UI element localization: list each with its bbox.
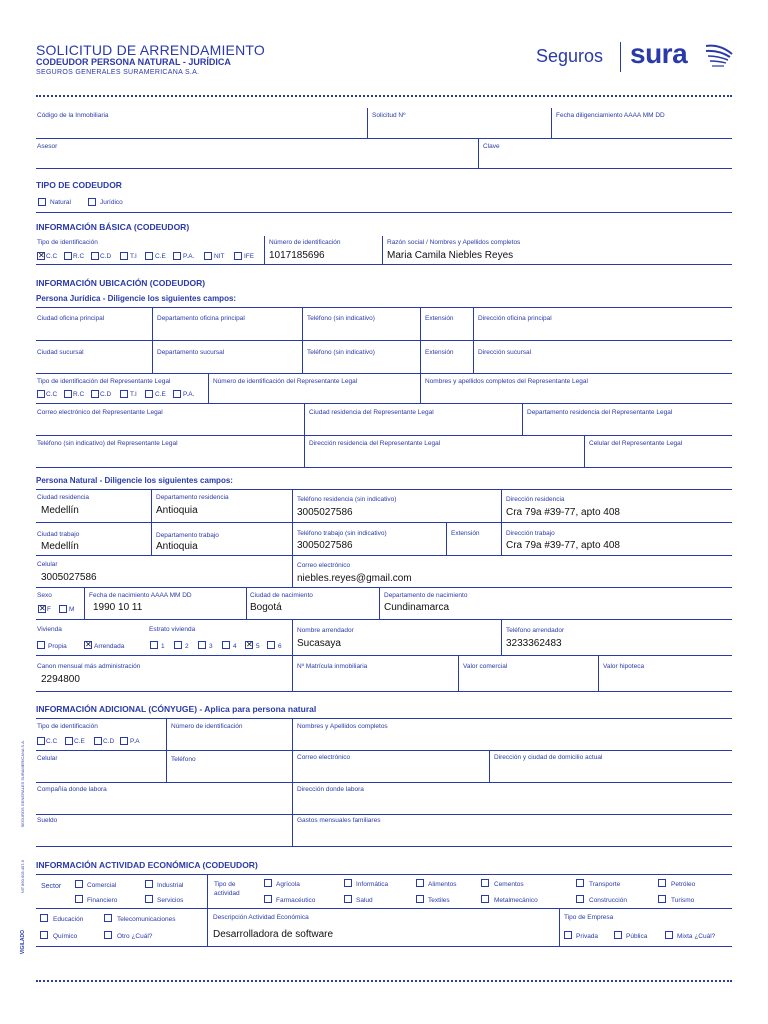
cel-rep-label: Celular del Representante Legal — [589, 440, 683, 447]
comercial-label: Comercial — [87, 882, 117, 889]
tel-arrendador-value[interactable]: 3233362483 — [506, 638, 562, 649]
propia-label: Propia — [48, 643, 67, 650]
rep-rc-checkbox[interactable] — [64, 390, 72, 398]
pa-label: P.A. — [183, 253, 195, 260]
ciudad-trab-label: Ciudad trabajo — [37, 531, 80, 538]
tipo-id-label: Tipo de identificación — [37, 239, 98, 246]
tel-sucursal-label: Teléfono (sin indicativo) — [307, 349, 375, 356]
estrato-label: Estrato vivienda — [149, 626, 196, 633]
depto-rep-label: Departamento residencia del Representante Legal — [527, 409, 673, 416]
estrato-3-checkbox[interactable] — [198, 641, 206, 649]
arrendada-label: Arrendada — [94, 643, 125, 650]
estrato-5-label: 5 — [256, 643, 260, 650]
top-dotted-divider — [36, 95, 732, 97]
logo-divider — [620, 42, 621, 72]
juridico-checkbox[interactable] — [88, 198, 96, 206]
publica-label: Pública — [626, 933, 648, 940]
alimentos-label: Alimentos — [428, 881, 457, 888]
celular-value[interactable]: 3005027586 — [41, 572, 97, 583]
estrato-5-checkbox[interactable] — [245, 641, 253, 649]
descripcion-value[interactable]: Desarrolladora de software — [213, 929, 334, 940]
sexo-label: Sexo — [37, 592, 52, 599]
metalmecanico-label: Metalmecánico — [494, 897, 538, 904]
tipo-id-rep-label: Tipo de identificación del Representante Legal — [37, 378, 171, 385]
depto-nac-label: Departamento de nacimiento — [384, 592, 468, 599]
side-vigilado-text: VIGILADO — [20, 930, 26, 955]
quimico-label: Químico — [53, 933, 78, 940]
educacion-checkbox[interactable] — [40, 914, 48, 922]
arrendada-checkbox[interactable] — [84, 641, 92, 649]
depto-res-label: Departamento residencia — [156, 494, 229, 501]
conyuge-nombres-label: Nombres y Apellidos completos — [297, 723, 388, 730]
comercial-checkbox[interactable] — [75, 880, 83, 888]
depto-res-value[interactable]: Antioquia — [156, 505, 198, 516]
fecha-diligenciamiento-label: Fecha diligenciamiento AAAA MM DD — [556, 112, 665, 119]
petroleo-label: Petróleo — [671, 881, 696, 888]
nit-checkbox[interactable] — [204, 252, 212, 260]
ubicacion-title: INFORMACIÓN UBICACIÓN (CODEUDOR) — [36, 278, 206, 288]
propia-checkbox[interactable] — [37, 641, 45, 649]
cc-label: C.C — [46, 253, 58, 260]
conyuge-pa-checkbox[interactable] — [120, 737, 128, 745]
ext-oficina-label: Extensión — [425, 315, 454, 322]
conyuge-ce-label: C.E — [74, 738, 85, 745]
construccion-checkbox[interactable] — [576, 895, 584, 903]
nombres-rep-label: Nombres y apellidos completos del Representante Legal — [425, 378, 588, 385]
conyuge-dir-labora-label: Dirección donde labora — [297, 786, 364, 793]
ce-label: C.E — [155, 253, 166, 260]
farmaceutico-label: Farmacéutico — [276, 897, 316, 904]
telecom-label: Telecomunicaciones — [117, 916, 176, 923]
dir-sucursal-label: Dirección sucursal — [478, 349, 532, 356]
ciudad-sucursal-label: Ciudad sucursal — [37, 349, 84, 356]
tipo-codeudor-title: TIPO DE CODEUDOR — [36, 180, 122, 190]
ciudad-rep-label: Ciudad residencia del Representante Legal — [309, 409, 434, 416]
transporte-label: Transporte — [589, 881, 621, 888]
ciudad-nac-label: Ciudad de nacimiento — [250, 592, 313, 599]
privada-label: Privada — [576, 933, 599, 940]
construccion-label: Construcción — [589, 897, 627, 904]
pa-checkbox[interactable] — [173, 252, 181, 260]
estrato-4-label: 4 — [233, 643, 237, 650]
estrato-6-label: 6 — [278, 643, 282, 650]
conyuge-celular-label: Celular — [37, 755, 58, 762]
company-name: SEGUROS GENERALES SURAMERICANA S.A. — [36, 69, 200, 76]
depto-trab-value[interactable]: Antioquia — [156, 541, 198, 552]
rep-ti-label: T.I — [130, 391, 137, 398]
quimico-checkbox[interactable] — [40, 931, 48, 939]
conyuge-tipo-id-label: Tipo de identificación — [37, 723, 98, 730]
rep-pa-label: P.A. — [183, 391, 195, 398]
conyuge-pa-label: P.A — [130, 738, 140, 745]
sexo-m-checkbox[interactable] — [59, 605, 67, 613]
natural-label: Natural — [50, 199, 71, 206]
rep-pa-checkbox[interactable] — [173, 390, 181, 398]
financiero-label: Financiero — [87, 897, 118, 904]
descripcion-label: Descripción Actividad Económica — [213, 914, 309, 921]
telecom-checkbox[interactable] — [104, 914, 112, 922]
canon-value[interactable]: 2294800 — [41, 674, 80, 685]
conyuge-cc-label: C.C — [46, 738, 58, 745]
sexo-m-label: M — [69, 606, 75, 613]
otro-label: Otro ¿Cuál? — [117, 933, 153, 940]
side-nit-text: NIT 890.903.407-9 — [20, 860, 25, 894]
conyuge-telefono-label: Teléfono — [171, 756, 196, 763]
fecha-nac-value[interactable]: 1990 10 11 — [93, 602, 143, 613]
ife-checkbox[interactable] — [234, 252, 242, 260]
cd-checkbox[interactable] — [91, 252, 99, 260]
depto-oficina-label: Departamento oficina principal — [157, 315, 245, 322]
conyuge-num-id-label: Número de identificación — [171, 723, 243, 730]
sexo-f-checkbox[interactable] — [38, 605, 46, 613]
textiles-label: Textiles — [428, 897, 450, 904]
servicios-checkbox[interactable] — [145, 895, 153, 903]
sura-wing-icon — [704, 40, 734, 70]
conyuge-title: INFORMACIÓN ADICIONAL (CÓNYUGE) - Aplica para persona natural — [36, 704, 317, 714]
tel-res-value[interactable]: 3005027586 — [297, 507, 353, 518]
privada-checkbox[interactable] — [564, 931, 572, 939]
mixta-checkbox[interactable] — [665, 931, 673, 939]
turismo-checkbox[interactable] — [658, 895, 666, 903]
dir-trab-label: Dirección trabajo — [506, 530, 555, 537]
conyuge-compania-label: Compañía donde labora — [37, 786, 107, 793]
turismo-label: Turismo — [671, 897, 695, 904]
industrial-checkbox[interactable] — [145, 880, 153, 888]
tel-rep-label: Teléfono (sin indicativo) del Representante Legal — [37, 440, 178, 447]
conyuge-cd-label: C.D — [103, 738, 115, 745]
ext-trab-label: Extensión — [451, 530, 480, 537]
educacion-label: Educación — [53, 916, 84, 923]
estrato-6-checkbox[interactable] — [267, 641, 275, 649]
fecha-nac-label: Fecha de nacimiento AAAA MM DD — [89, 592, 192, 599]
economica-title: INFORMACIÓN ACTIVIDAD ECONÓMICA (CODEUDOR) — [36, 860, 258, 870]
textiles-checkbox[interactable] — [416, 895, 424, 903]
tipo-actividad-label-1: Tipo de — [214, 881, 236, 888]
conyuge-cd-checkbox[interactable] — [94, 737, 102, 745]
tel-trab-label: Teléfono trabajo (sin indicativo) — [297, 530, 387, 537]
estrato-2-label: 2 — [185, 643, 189, 650]
rc-checkbox[interactable] — [64, 252, 72, 260]
rc-label: R.C — [73, 253, 85, 260]
arrendador-value[interactable]: Sucasaya — [297, 638, 341, 649]
side-company-text: SEGUROS GENERALES SURAMERICANA S.A. — [20, 740, 25, 828]
alimentos-checkbox[interactable] — [416, 879, 424, 887]
logo-seguros-text: Seguros — [536, 46, 604, 66]
salud-label: Salud — [356, 897, 373, 904]
conyuge-gastos-label: Gastos mensuales familiares — [297, 817, 381, 824]
sura-logo — [536, 36, 736, 76]
ti-checkbox[interactable] — [120, 252, 128, 260]
dir-trab-value[interactable]: Cra 79a #39-77, apto 408 — [506, 540, 620, 551]
salud-checkbox[interactable] — [344, 895, 352, 903]
ciudad-res-label: Ciudad residencia — [37, 494, 90, 501]
ce-checkbox[interactable] — [145, 252, 153, 260]
estrato-1-checkbox[interactable] — [150, 641, 158, 649]
basica-title: INFORMACIÓN BÁSICA (CODEUDOR) — [36, 222, 190, 232]
arrendador-label: Nombre arrendador — [297, 627, 354, 634]
clave-label: Clave — [483, 143, 500, 150]
sector-label: Sector — [41, 883, 62, 890]
farmaceutico-checkbox[interactable] — [264, 895, 272, 903]
cementos-checkbox[interactable] — [481, 879, 489, 887]
matricula-label: Nº Matrícula inmobiliaria — [297, 663, 368, 670]
ext-sucursal-label: Extensión — [425, 349, 454, 356]
tipo-empresa-label: Tipo de Empresa — [564, 914, 614, 921]
codigo-inmobiliaria-label: Código de la Inmobiliaria — [37, 112, 109, 119]
financiero-checkbox[interactable] — [75, 895, 83, 903]
correo-label: Correo electrónico — [297, 562, 351, 569]
ciudad-trab-value[interactable]: Medellín — [41, 541, 79, 552]
estrato-1-label: 1 — [161, 643, 165, 650]
conyuge-ce-checkbox[interactable] — [65, 737, 73, 745]
metalmecanico-checkbox[interactable] — [481, 895, 489, 903]
juridica-subtitle: Persona Jurídica - Diligencie los siguientes campos: — [36, 294, 237, 303]
cd-label: C.D — [100, 253, 112, 260]
nit-label: NIT — [214, 253, 225, 260]
otro-checkbox[interactable] — [104, 931, 112, 939]
tel-arrendador-label: Teléfono arrendador — [506, 627, 565, 634]
petroleo-checkbox[interactable] — [658, 879, 666, 887]
depto-trab-label: Departamento trabajo — [156, 532, 219, 539]
estrato-2-checkbox[interactable] — [174, 641, 182, 649]
publica-checkbox[interactable] — [614, 931, 622, 939]
conyuge-direccion-label: Dirección y ciudad de domicilio actual — [494, 754, 603, 761]
estrato-3-label: 3 — [209, 643, 213, 650]
juridico-label: Jurídico — [100, 199, 123, 206]
rep-cd-label: C.D — [100, 391, 112, 398]
tel-oficina-label: Teléfono (sin indicativo) — [307, 315, 375, 322]
industrial-label: Industrial — [157, 882, 184, 889]
asesor-label: Asesor — [37, 143, 58, 150]
form-title: SOLICITUD DE ARRENDAMIENTO — [36, 42, 265, 58]
num-id-rep-label: Número de identificación del Representante Legal — [213, 378, 358, 385]
informatica-checkbox[interactable] — [344, 879, 352, 887]
rep-rc-label: R.C — [73, 391, 85, 398]
depto-nac-value[interactable]: Cundinamarca — [384, 602, 450, 613]
conyuge-cc-checkbox[interactable] — [37, 737, 45, 745]
bottom-dotted-divider — [36, 980, 732, 982]
ife-label: IFE — [244, 253, 255, 260]
estrato-4-checkbox[interactable] — [222, 641, 230, 649]
rep-ti-checkbox[interactable] — [120, 390, 128, 398]
rep-ce-checkbox[interactable] — [145, 390, 153, 398]
correo-value[interactable]: niebles.reyes@gmail.com — [297, 573, 412, 584]
rep-cc-label: C.C — [46, 391, 58, 398]
ciudad-oficina-label: Ciudad oficina principal — [37, 315, 105, 322]
razon-social-value[interactable]: Maria Camila Niebles Reyes — [387, 250, 514, 261]
ti-label: T.I — [130, 253, 137, 260]
ciudad-nac-value[interactable]: Bogotá — [250, 602, 282, 613]
sexo-f-label: F — [47, 606, 51, 613]
depto-sucursal-label: Departamento sucursal — [157, 349, 225, 356]
logo-sura-text: sura — [630, 38, 688, 69]
canon-label: Canon mensual más administración — [37, 663, 141, 670]
solicitud-label: Solicitud Nº — [372, 112, 406, 119]
valor-comercial-label: Valor comercial — [463, 663, 508, 670]
rep-cd-checkbox[interactable] — [91, 390, 99, 398]
celular-label: Celular — [37, 561, 58, 568]
conyuge-correo-label: Correo electrónico — [297, 754, 351, 761]
numero-id-label: Número de identificación — [269, 239, 341, 246]
valor-hipoteca-label: Valor hipoteca — [603, 663, 645, 670]
razon-social-label: Razón social / Nombres y Apellidos completos — [387, 239, 521, 246]
cementos-label: Cementos — [494, 881, 524, 888]
rep-cc-checkbox[interactable] — [37, 390, 45, 398]
dir-rep-label: Dirección residencia del Representante Legal — [309, 440, 441, 447]
rep-ce-label: C.E — [155, 391, 166, 398]
tel-trab-value[interactable]: 3005027586 — [297, 540, 353, 551]
servicios-label: Servicios — [157, 897, 184, 904]
correo-rep-label: Correo electrónico del Representante Legal — [37, 409, 163, 416]
agricola-label: Agrícola — [276, 881, 300, 888]
dir-res-value[interactable]: Cra 79a #39-77, apto 408 — [506, 507, 620, 518]
natural-subtitle: Persona Natural - Diligencie los siguientes campos: — [36, 476, 233, 485]
numero-id-value[interactable]: 1017185696 — [269, 250, 325, 261]
dir-res-label: Dirección residencia — [506, 496, 565, 503]
tipo-actividad-label-2: actividad — [214, 890, 240, 897]
cc-checkbox[interactable] — [37, 252, 45, 260]
vivienda-label: Vivienda — [37, 626, 62, 633]
transporte-checkbox[interactable] — [576, 879, 584, 887]
natural-checkbox[interactable] — [38, 198, 46, 206]
conyuge-sueldo-label: Sueldo — [37, 817, 58, 824]
mixta-label: Mixta ¿Cuál? — [677, 933, 716, 940]
tel-res-label: Teléfono residencia (sin indicativo) — [297, 496, 397, 503]
ciudad-res-value[interactable]: Medellín — [41, 505, 79, 516]
agricola-checkbox[interactable] — [264, 879, 272, 887]
informatica-label: Informática — [356, 881, 389, 888]
dir-oficina-label: Dirección oficina principal — [478, 315, 552, 322]
form-subtitle: CODEUDOR PERSONA NATURAL - JURÍDICA — [36, 57, 231, 67]
